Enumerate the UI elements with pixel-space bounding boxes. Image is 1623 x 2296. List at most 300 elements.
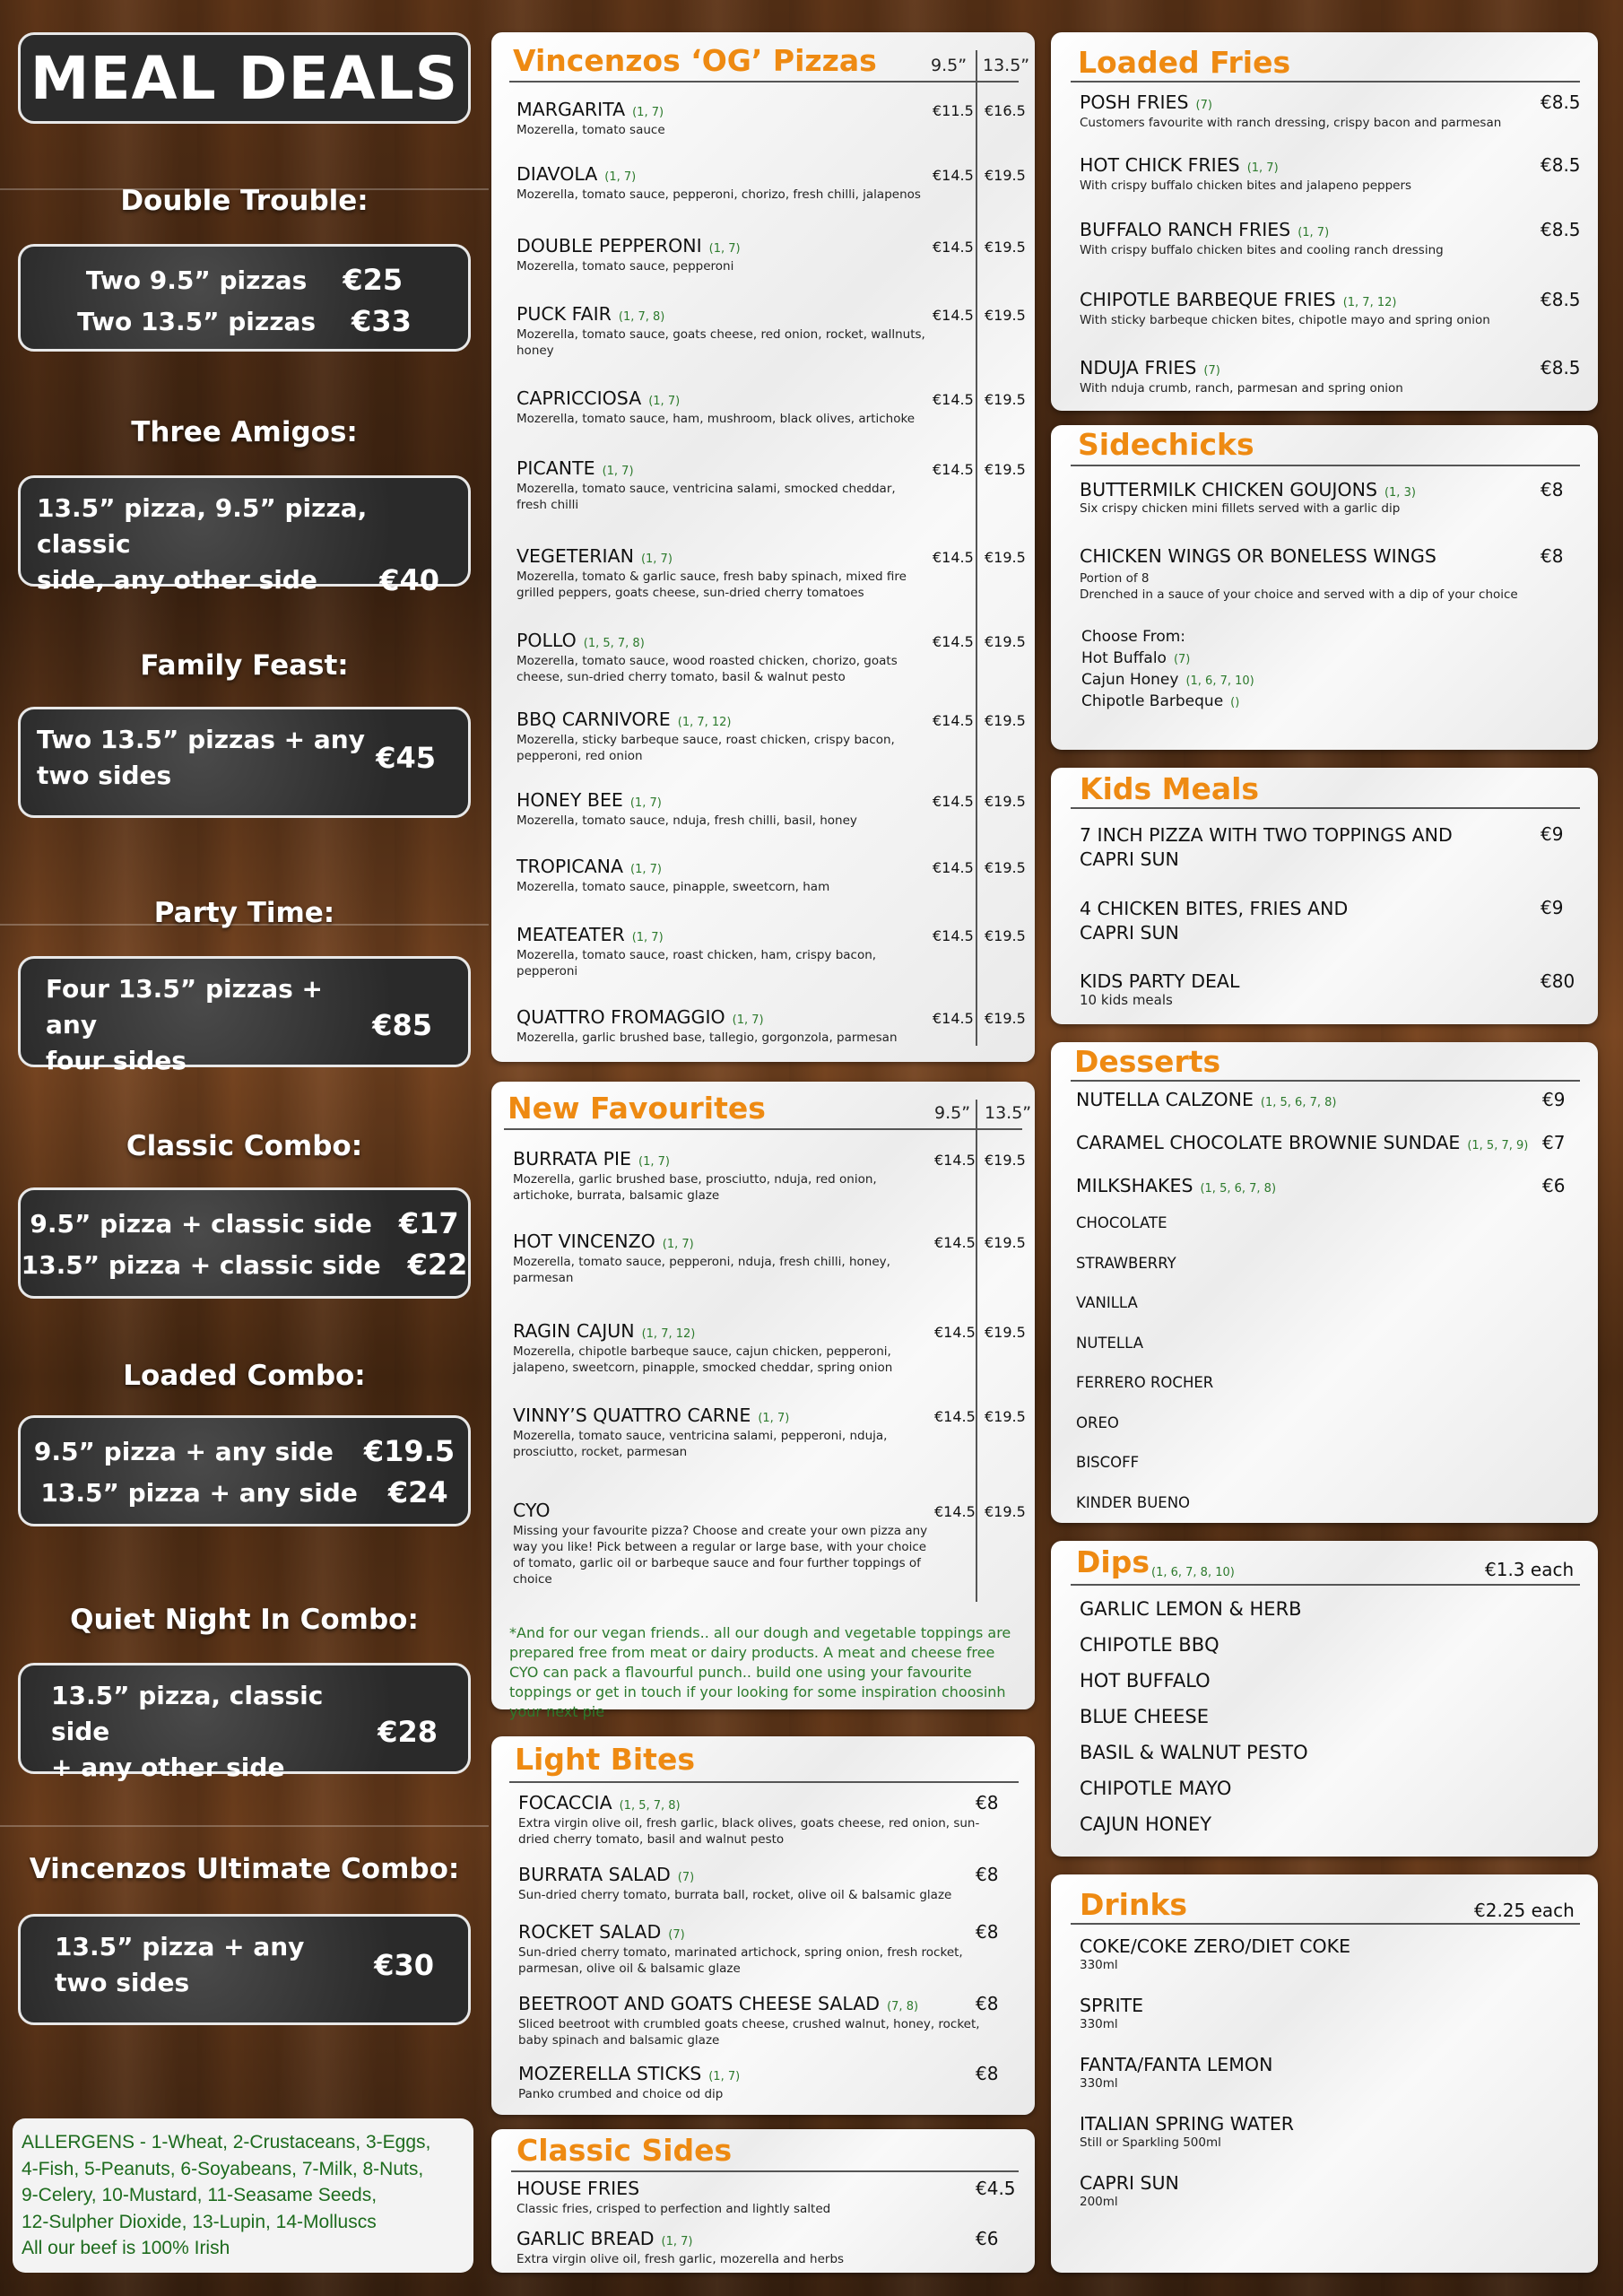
- item-size: 200ml: [1080, 2195, 1118, 2209]
- item-name-row: [516, 709, 929, 730]
- item-name: VEGETERIAN: [516, 545, 634, 567]
- item-name: CAPRI SUN: [1080, 848, 1179, 870]
- price-small: €14.5: [933, 712, 974, 729]
- item-name: ROCKET SALAD: [518, 1921, 662, 1943]
- sauce-option: [1081, 692, 1239, 710]
- menu-item: [518, 2063, 985, 2102]
- item-name-row: [518, 1792, 985, 1813]
- item-description: Portion of 8: [1080, 571, 1150, 586]
- item-description: Customers favourite with ranch dressing, crispy bacon and parmesan: [1080, 116, 1502, 130]
- milkshake-flavour: OREO: [1076, 1413, 1119, 1431]
- item-description: Mozerella, tomato sauce, pinapple, sweetcorn, ham: [516, 880, 830, 894]
- item-name: FOCACCIA: [518, 1792, 612, 1813]
- price-large: €19.5: [985, 549, 1026, 566]
- item-name: DIAVOLA: [516, 163, 598, 185]
- section-price: €2.25 each: [1474, 1900, 1575, 1921]
- menu-item: [1076, 1089, 1336, 1110]
- price-large: €19.5: [985, 1010, 1026, 1027]
- divider: [976, 1100, 977, 1602]
- item-name-row: [516, 457, 929, 479]
- item-price: €4.5: [976, 2178, 1016, 2199]
- item-name-row: [518, 1921, 985, 1943]
- item-name: CHIPOTLE BARBEQUE FRIES: [1080, 289, 1336, 310]
- price-small: €14.5: [933, 549, 974, 566]
- item-name: ITALIAN SPRING WATER: [1080, 2113, 1295, 2135]
- sauce-option: [1081, 671, 1254, 689]
- item-name-row: [513, 1148, 934, 1170]
- item-description: Mozerella, tomato sauce, ventricina salami, pepperoni, nduja, prosciutto, rocket, parmesan: [513, 1429, 888, 1459]
- menu-item: [513, 1148, 934, 1204]
- price-large: €19.5: [985, 633, 1026, 650]
- dip-item: CHIPOTLE MAYO: [1080, 1778, 1232, 1799]
- item-description: With crispy buffalo chicken bites and jalapeno peppers: [1080, 178, 1412, 193]
- deal-title: Party Time:: [153, 897, 335, 929]
- item-name-row: [516, 163, 929, 185]
- deal-classic-combo: [18, 1187, 471, 1299]
- item-name-row: [516, 789, 929, 811]
- item-price: €8: [1541, 545, 1564, 567]
- allergens-panel: [13, 2118, 473, 2273]
- menu-item: [516, 303, 929, 359]
- allergen-line: All our beef is 100% Irish: [22, 2238, 230, 2258]
- menu-item: [1080, 289, 1528, 328]
- allergen-codes: (1, 7): [640, 552, 673, 566]
- menu-item: [518, 1864, 985, 1903]
- item-name: HOT VINCENZO: [513, 1231, 655, 1252]
- vegan-note: *And for our vegan friends.. all our dough and vegetable toppings are prepared free from meat or dairy products. A meat and cheese free CYO can pack a flavourful punch.. build one using your favourite toppings or get in touch if your looking for some inspiration choosinh your next pie: [509, 1624, 1011, 1720]
- desserts-panel: [1051, 1042, 1598, 1523]
- item-name: PUCK FAIR: [516, 303, 612, 325]
- menu-item: [516, 2178, 965, 2217]
- item-name-row: [513, 1231, 934, 1252]
- item-name-row: [516, 2228, 965, 2249]
- menu-item: [516, 789, 929, 829]
- section-title: Light Bites: [515, 1742, 695, 1777]
- price-large: €19.5: [985, 461, 1026, 478]
- item-name: RAGIN CAJUN: [513, 1320, 635, 1342]
- item-price: €9: [1541, 823, 1564, 845]
- dip-item: GARLIC LEMON & HERB: [1080, 1598, 1302, 1620]
- menu-item: [516, 235, 929, 274]
- allergen-codes: (): [1230, 696, 1240, 709]
- price-large: €19.5: [985, 167, 1026, 184]
- allergen-codes: (1, 7): [1298, 226, 1330, 239]
- kids-meals-panel: [1051, 768, 1598, 1024]
- deal-title: Three Amigos:: [131, 416, 358, 448]
- section-title: Desserts: [1074, 1044, 1221, 1079]
- deal-three-amigos: [18, 475, 471, 597]
- item-name: PICANTE: [516, 457, 595, 479]
- deal-loaded-combo: [18, 1415, 471, 1526]
- allergen-codes: (1, 6, 7, 10): [1185, 674, 1254, 688]
- item-name: BURRATA PIE: [513, 1148, 631, 1170]
- allergen-codes: (1, 7): [758, 1412, 790, 1425]
- item-name: FANTA/FANTA LEMON: [1080, 2054, 1273, 2075]
- milkshake-flavour: VANILLA: [1076, 1294, 1138, 1311]
- item-name-row: [516, 235, 929, 257]
- allergen-codes: (7): [668, 1928, 685, 1942]
- item-name-row: [1080, 91, 1528, 113]
- item-description: Sliced beetroot with crumbled goats cheese, crushed walnut, honey, rocket, baby spinach and balsamic glaze: [518, 2017, 980, 2048]
- allergen-codes: (1, 5, 7, 9): [1467, 1139, 1529, 1152]
- deal-line: Two 13.5” pizzas + any: [37, 725, 365, 754]
- allergen-codes: (1, 7): [632, 106, 664, 119]
- deal-line: 13.5” pizza, 9.5” pizza, classic: [37, 493, 368, 559]
- allergen-codes: (1, 7): [630, 863, 662, 876]
- price-small: €14.5: [933, 239, 974, 256]
- divider: [1071, 807, 1580, 809]
- item-name: MARGARITA: [516, 99, 626, 120]
- divider: [504, 1128, 1022, 1130]
- item-name: POLLO: [516, 630, 577, 651]
- size-header: 9.5”: [931, 56, 968, 75]
- price-large: €19.5: [985, 712, 1026, 729]
- menu-item: [1080, 357, 1528, 396]
- dip-item: BASIL & WALNUT PESTO: [1080, 1742, 1308, 1763]
- item-size: 330ml: [1080, 2076, 1118, 2091]
- item-name: BUFFALO RANCH FRIES: [1080, 219, 1291, 240]
- item-name: CAPRI SUN: [1080, 922, 1179, 944]
- price-large: €19.5: [985, 391, 1026, 408]
- size-header: 9.5”: [934, 1103, 971, 1123]
- menu-item: [518, 1921, 985, 1977]
- menu-item: [513, 1500, 934, 1587]
- divider: [1071, 81, 1580, 83]
- menu-item: [1080, 897, 1348, 945]
- price-small: €14.5: [933, 633, 974, 650]
- item-name: NDUJA FRIES: [1080, 357, 1197, 378]
- allergen-codes: (1, 7): [661, 2235, 693, 2248]
- loaded-fries-panel: [1051, 32, 1598, 411]
- allergen-codes: (1, 5, 6, 7, 8): [1200, 1182, 1277, 1196]
- item-name: GARLIC BREAD: [516, 2228, 655, 2249]
- meal-deals-banner: MEAL DEALS: [18, 32, 471, 124]
- item-description: Mozerella, tomato sauce, goats cheese, red onion, rocket, wallnuts, honey: [516, 327, 925, 358]
- item-name: SPRITE: [1080, 1995, 1144, 2016]
- deal-line: Four 13.5” pizzas + any: [46, 974, 323, 1039]
- price-small: €14.5: [933, 927, 974, 944]
- item-description: Missing your favourite pizza? Choose and create your own pizza any way you like! Pick between a regular or large base, with your choice of tomato, garlic oil or barbeque sauce and four further toppings of choice: [513, 1524, 928, 1587]
- price-large: €19.5: [985, 1408, 1026, 1425]
- section-title: Loaded Fries: [1078, 45, 1291, 80]
- item-description: Sun-dried cherry tomato, marinated artichock, spring onion, fresh rocket, parmesan, olive oil & balsamic glaze: [518, 1945, 963, 1976]
- deal-line: 13.5” pizza + classic side: [21, 1249, 381, 1280]
- sauce-name: Hot Buffalo: [1081, 649, 1167, 667]
- item-name-row: [516, 630, 929, 651]
- menu-item: [1076, 1132, 1528, 1153]
- price-small: €11.5: [933, 102, 974, 119]
- size-header: 13.5”: [983, 56, 1030, 75]
- item-description: Classic fries, crisped to perfection and lightly salted: [516, 2202, 831, 2216]
- item-description: 10 kids meals: [1080, 992, 1173, 1008]
- allergen-codes: (1, 6, 7, 8, 10): [1151, 1566, 1235, 1579]
- section-title: New Favourites: [508, 1091, 766, 1126]
- item-description: Mozerella, tomato sauce, nduja, fresh chilli, basil, honey: [516, 813, 857, 828]
- deal-title: Classic Combo:: [126, 1130, 363, 1162]
- allergen-codes: (1, 7, 12): [677, 716, 732, 729]
- item-description: Panko crumbed and choice od dip: [518, 2087, 724, 2101]
- menu-item: [1080, 823, 1453, 872]
- allergen-codes: (1, 7): [1246, 161, 1279, 175]
- milkshake-flavour: BISCOFF: [1076, 1454, 1140, 1471]
- item-price: €8: [1541, 479, 1564, 500]
- price-small: €14.5: [933, 793, 974, 810]
- allergen-codes: (1, 7): [629, 796, 662, 810]
- allergen-line: 9-Celery, 10-Mustard, 11-Seasame Seeds,: [22, 2185, 378, 2205]
- item-name-row: [516, 1006, 929, 1028]
- menu-item: [516, 2228, 965, 2267]
- deal-line: four sides: [46, 1046, 187, 1075]
- deal-party-time: [18, 956, 471, 1075]
- item-description: Mozerella, tomato sauce, pepperoni: [516, 259, 734, 274]
- meal-deals-column: [18, 32, 471, 1997]
- item-description: Mozerella, tomato sauce, pepperoni, nduja, fresh chilli, honey, parmesan: [513, 1255, 890, 1285]
- price-small: €14.5: [933, 391, 974, 408]
- item-name-row: [516, 545, 929, 567]
- deal-line: 9.5” pizza + classic side: [30, 1208, 372, 1239]
- allergen-codes: (1, 7, 8): [618, 310, 665, 324]
- deal-line: Two 9.5” pizzas: [85, 265, 308, 295]
- price-small: €14.5: [933, 167, 974, 184]
- milkshake-flavour: NUTELLA: [1076, 1334, 1143, 1352]
- item-size: Still or Sparkling 500ml: [1080, 2135, 1221, 2150]
- price-small: €14.5: [934, 1152, 976, 1169]
- item-name-row: [1080, 219, 1528, 240]
- menu-item: [1080, 154, 1528, 194]
- item-name: CYO: [513, 1500, 551, 1521]
- item-name: HOUSE FRIES: [516, 2178, 640, 2199]
- allergen-codes: (1, 5, 7, 8): [583, 637, 645, 650]
- menu-item: [1080, 2113, 1294, 2151]
- allergen-codes: (7, 8): [887, 2000, 919, 2013]
- allergen-codes: (1, 5, 6, 7, 8): [1260, 1096, 1337, 1109]
- sauce-name: Cajun Honey: [1081, 671, 1179, 689]
- divider: [509, 1781, 1019, 1783]
- item-price: €9: [1541, 897, 1564, 918]
- item-description: Mozerella, tomato sauce: [516, 123, 665, 137]
- item-price: €80: [1541, 970, 1575, 992]
- item-price: €8.5: [1541, 154, 1581, 176]
- milkshake-flavour: STRAWBERRY: [1076, 1254, 1176, 1272]
- allergen-codes: (7): [1195, 99, 1212, 112]
- allergen-codes: (1, 7, 12): [641, 1327, 696, 1341]
- divider: [509, 81, 1019, 83]
- item-name: DOUBLE PEPPERONI: [516, 235, 702, 257]
- price-large: €19.5: [985, 1503, 1026, 1520]
- deal-title: Vincenzos Ultimate Combo:: [29, 1853, 460, 1885]
- item-name-row: [513, 1500, 934, 1521]
- price-large: €16.5: [985, 102, 1026, 119]
- deal-price: €33: [352, 304, 412, 338]
- item-description: Six crispy chicken mini fillets served with a garlic dip: [1080, 501, 1401, 516]
- item-name: TROPICANA: [516, 856, 624, 877]
- deal-price: €40: [379, 563, 439, 597]
- item-price: €8.5: [1541, 289, 1581, 310]
- section-title: Drinks: [1080, 1887, 1188, 1922]
- item-description: Mozerella, tomato sauce, wood roasted chicken, chorizo, goats cheese, sun-dried cherry tomato, basil & walnut pesto: [516, 654, 898, 684]
- item-price: €8.5: [1541, 91, 1581, 113]
- item-name: COKE/COKE ZERO/DIET COKE: [1080, 1935, 1351, 1957]
- item-name-row: [518, 2063, 985, 2084]
- allergen-codes: (1, 7): [648, 395, 681, 408]
- item-description: Mozerella, tomato sauce, ham, mushroom, black olives, artichoke: [516, 412, 916, 426]
- item-name: 7 INCH PIZZA WITH TWO TOPPINGS AND: [1080, 824, 1453, 846]
- menu-item: [513, 1405, 934, 1460]
- price-large: €19.5: [985, 1234, 1026, 1251]
- item-size: 330ml: [1080, 2017, 1118, 2031]
- deal-line: 9.5” pizza + any side: [33, 1436, 334, 1466]
- item-description: Sun-dried cherry tomato, burrata ball, rocket, olive oil & balsamic glaze: [518, 1888, 952, 1902]
- item-description: Mozerella, tomato sauce, roast chicken, ham, crispy bacon, pepperoni: [516, 948, 877, 978]
- dip-item: CHIPOTLE BBQ: [1080, 1634, 1219, 1656]
- price-large: €19.5: [985, 1152, 1026, 1169]
- item-name: BEETROOT AND GOATS CHEESE SALAD: [518, 1993, 881, 2014]
- item-description: Mozerella, garlic brushed base, prosciutto, nduja, red onion, artichoke, burrata, balsamic glaze: [513, 1172, 877, 1203]
- deal-price: €22: [407, 1248, 468, 1282]
- deal-title: Double Trouble:: [120, 185, 369, 217]
- item-price: €6: [976, 2228, 999, 2249]
- deal-price: €25: [343, 263, 404, 297]
- og-pizzas-panel: [491, 32, 1035, 1062]
- item-name-row: [1080, 357, 1528, 378]
- item-name-row: [518, 1993, 985, 2014]
- classic-sides-panel: [491, 2129, 1035, 2273]
- menu-item: [516, 387, 929, 427]
- section-title: Vincenzos ‘OG’ Pizzas: [513, 43, 877, 78]
- allergen-line: ALLERGENS - 1-Wheat, 2-Crustaceans, 3-Eggs,: [22, 2132, 431, 2152]
- price-small: €14.5: [934, 1324, 976, 1341]
- deal-line: 13.5” pizza, classic side: [51, 1681, 324, 1746]
- deal-quiet-night: [18, 1663, 471, 1782]
- divider: [976, 50, 977, 1046]
- divider: [1071, 1080, 1580, 1082]
- sauce-option: [1081, 649, 1190, 667]
- menu-item: [1080, 479, 1416, 517]
- price-large: €19.5: [985, 239, 1026, 256]
- deal-price: €30: [374, 1948, 434, 1982]
- item-name: MILKSHAKES: [1076, 1175, 1193, 1196]
- deal-line: two sides: [55, 1968, 190, 1997]
- section-title: Classic Sides: [516, 2133, 733, 2168]
- item-name-row: [513, 1405, 934, 1426]
- deal-line: side, any other side: [37, 565, 317, 595]
- item-description: Mozerella, chipotle barbeque sauce, cajun chicken, pepperoni, jalapeno, sweetcorn, pinapple, smocked cheddar, spring onion: [513, 1344, 893, 1375]
- item-name-row: [516, 303, 929, 325]
- allergen-codes: (7): [677, 1871, 695, 1884]
- menu-item: [1080, 1935, 1350, 1973]
- price-small: €14.5: [933, 1010, 974, 1027]
- sidechicks-panel: [1051, 425, 1598, 750]
- menu-item: [516, 545, 929, 601]
- milkshake-flavour: FERRERO ROCHER: [1076, 1374, 1214, 1391]
- item-name: MEATEATER: [516, 924, 625, 945]
- deal-family-feast: [18, 707, 471, 818]
- item-description: Drenched in a sauce of your choice and served with a dip of your choice: [1080, 587, 1518, 602]
- menu-item: [516, 630, 929, 685]
- item-price: €8.5: [1541, 219, 1581, 240]
- item-name: VINNY’S QUATTRO CARNE: [513, 1405, 751, 1426]
- item-name: CAPRICCIOSA: [516, 387, 642, 409]
- allergen-codes: (1, 7): [708, 2070, 741, 2083]
- allergen-codes: (1, 5, 7, 8): [619, 1799, 681, 1813]
- deal-line: 13.5” pizza + any: [55, 1932, 305, 1961]
- item-name-row: [516, 924, 929, 945]
- item-price: €9: [1542, 1089, 1566, 1110]
- item-description: Mozerella, sticky barbeque sauce, roast chicken, crispy bacon, pepperoni, red onion: [516, 733, 895, 763]
- allergen-codes: (7): [1203, 364, 1220, 378]
- dip-item: BLUE CHEESE: [1080, 1706, 1209, 1727]
- new-favourites-panel: [491, 1082, 1035, 1720]
- choose-label: Choose From:: [1081, 628, 1186, 646]
- milkshake-flavour: CHOCOLATE: [1076, 1214, 1167, 1231]
- wood-grain: [0, 1825, 489, 1827]
- menu-item: [1080, 2054, 1272, 2092]
- item-description: Mozerella, tomato sauce, ventricina salami, smocked cheddar, fresh chilli: [516, 482, 896, 512]
- deal-price: €85: [372, 1008, 432, 1042]
- menu-item: [516, 163, 929, 203]
- allergen-codes: (1, 7, 12): [1342, 296, 1397, 309]
- menu-item: [1080, 2172, 1179, 2210]
- deal-ultimate-combo: [18, 1914, 471, 2025]
- deal-title: Loaded Combo:: [123, 1360, 366, 1392]
- item-price: €7: [1542, 1132, 1566, 1153]
- section-title: Sidechicks: [1078, 427, 1254, 462]
- price-large: €19.5: [985, 307, 1026, 324]
- item-price: €8: [976, 1993, 999, 2014]
- deal-line: Two 13.5” pizzas: [77, 306, 317, 336]
- allergen-codes: (1, 7): [732, 1013, 764, 1027]
- divider: [1071, 1923, 1580, 1925]
- allergen-codes: (1, 7): [631, 931, 664, 944]
- menu-item: [516, 1006, 929, 1046]
- milkshake-flavour: KINDER BUENO: [1076, 1493, 1191, 1511]
- item-price: €8: [976, 1921, 999, 1943]
- item-name: NUTELLA CALZONE: [1076, 1089, 1254, 1110]
- allergen-line: 4-Fish, 5-Peanuts, 6-Soyabeans, 7-Milk, 8-Nuts,: [22, 2158, 424, 2179]
- allergen-codes: (1, 7): [638, 1155, 670, 1169]
- item-price: €8: [976, 1864, 999, 1885]
- deal-double-trouble: [18, 244, 471, 352]
- item-name: HOT CHICK FRIES: [1080, 154, 1240, 176]
- menu-item: [518, 1792, 985, 1848]
- menu-item: [1080, 1995, 1143, 2032]
- dip-item: CAJUN HONEY: [1080, 1813, 1212, 1835]
- menu-item: [516, 709, 929, 764]
- item-name: 4 CHICKEN BITES, FRIES AND: [1080, 898, 1349, 919]
- allergen-codes: (1, 3): [1384, 486, 1416, 500]
- deal-line: + any other side: [51, 1752, 285, 1782]
- price-large: €19.5: [985, 1324, 1026, 1341]
- menu-item: [516, 924, 929, 979]
- dip-item: HOT BUFFALO: [1080, 1670, 1211, 1692]
- allergen-codes: (1, 7): [602, 465, 634, 478]
- menu-item: [516, 99, 929, 138]
- item-description: With sticky barbeque chicken bites, chipotle mayo and spring onion: [1080, 313, 1490, 327]
- divider: [511, 2170, 1019, 2172]
- menu-item: [1080, 91, 1528, 131]
- item-name: MOZERELLA STICKS: [518, 2063, 702, 2084]
- deal-price: €45: [376, 741, 436, 775]
- menu-item: [516, 457, 929, 513]
- menu-item: [1080, 970, 1239, 1008]
- deal-title: Quiet Night In Combo:: [70, 1604, 419, 1636]
- price-small: €14.5: [934, 1234, 976, 1251]
- menu-item: [1080, 219, 1528, 258]
- deal-price: €28: [378, 1715, 438, 1749]
- item-name-row: [516, 99, 929, 120]
- menu-item: [513, 1320, 934, 1376]
- item-name: CAPRI SUN: [1080, 2172, 1179, 2194]
